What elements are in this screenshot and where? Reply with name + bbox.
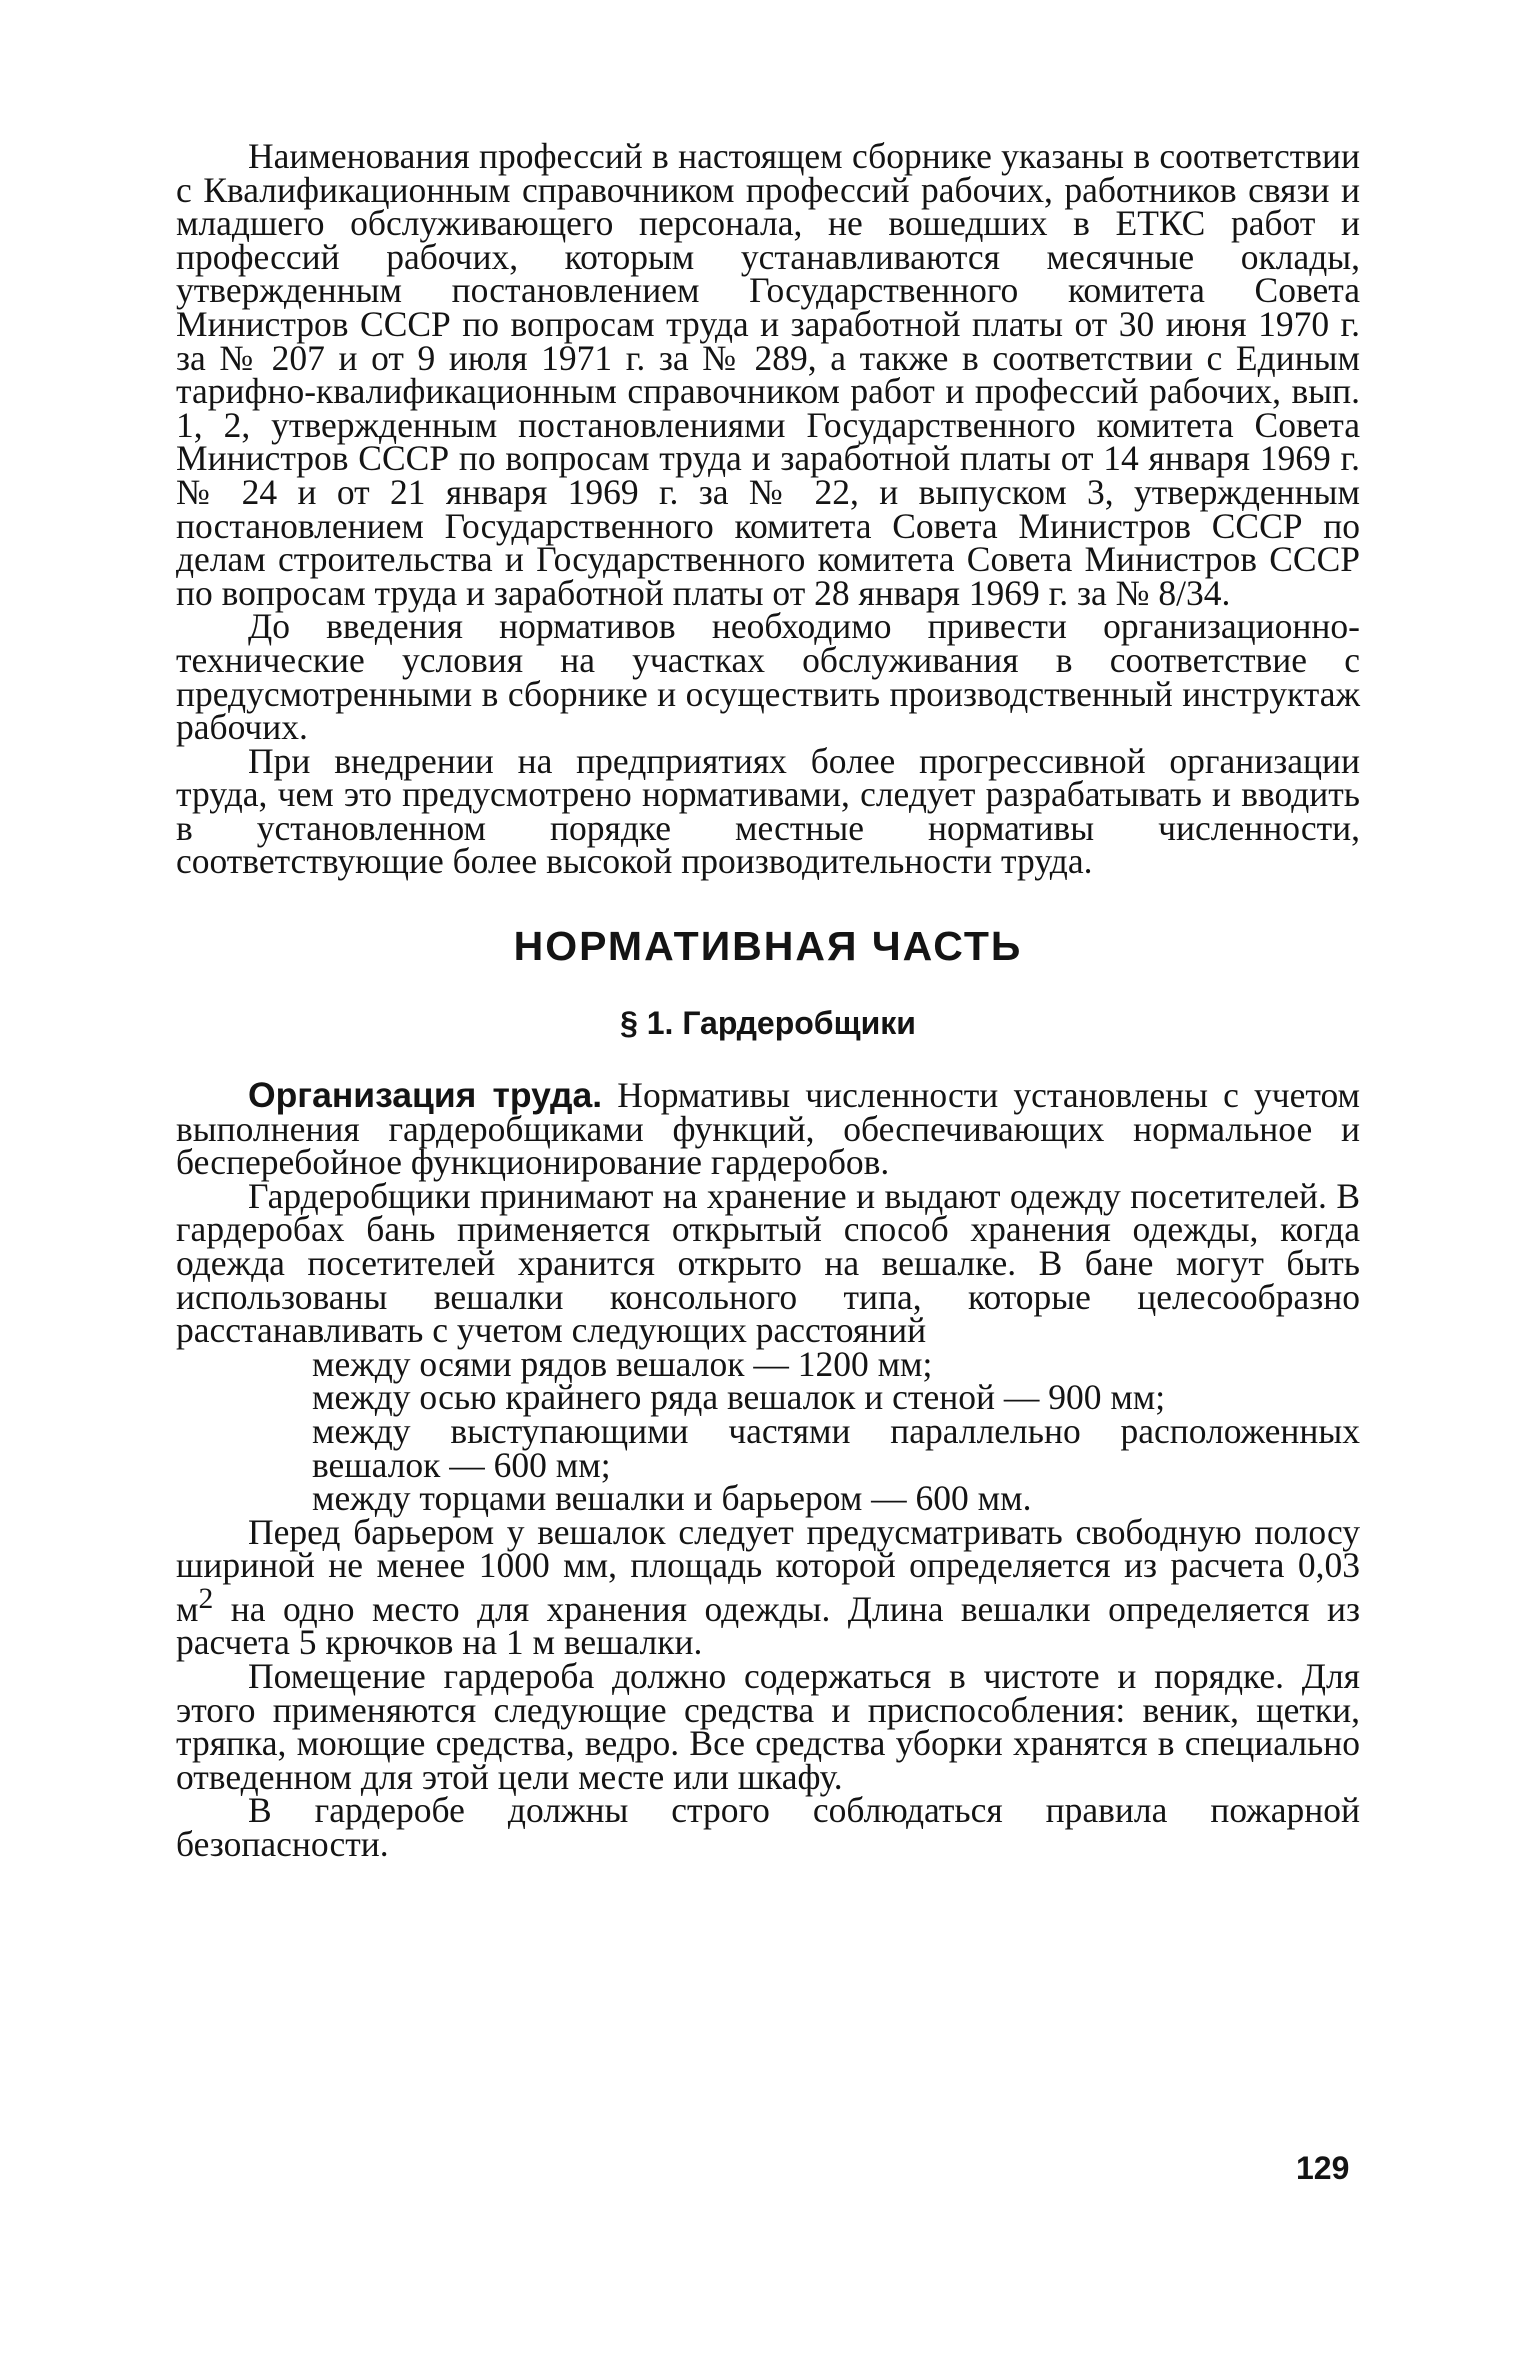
section-title: НОРМАТИВНАЯ ЧАСТЬ [513, 923, 1023, 970]
hangers-paragraph: Гардеробщики принимают на хранение и выдают одежду посетителей. В гардеробах бань применяется открытый способ хранения одежды, когда одежда посетителей хранится открыто на вешалке. В бане могут быть использованы вешалки консольного типа, которые целесообразно расстанавливать с учетом следующих расстояний [176, 1175, 1360, 1351]
subsection-title: § 1. Гардеробщики [620, 1005, 916, 1042]
page-content [176, 136, 1361, 1864]
labor-organization-paragraph [176, 1075, 1361, 1183]
cleaning-paragraph: Помещение гардероба должно содержаться в чистоте и порядке. Для этого применяются следующие средства и приспособления: веник, щетки, тряпка, моющие средства, ведро. Все средства уборки хранятся в специально отведенном для этой цели месте или шкафу. [176, 1655, 1360, 1797]
barrier-text-end: на одно место для хранения одежды. Длина вешалки определяется из расчета 5 крючков на 1 м вешалки. [176, 1588, 1360, 1663]
page-number: 129 [1296, 2150, 1350, 2186]
intro-paragraph-1: Наименования профессий в настоящем сборнике указаны в соответствии с Квалификационным справочником профессий рабочих, работников связи и младшего обслуживающего персонала, не вошедших в ЕТКС работ и профессий рабочих, которым устанавливаются месячные оклады, утвержденным постановлением Государственного комитета Совета Министров СССР по вопросам труда и заработной платы от 30 июня 1970 г. за № 207 и от 9 июля 1971 г. за № 289, а также в соответствии с Единым тарифно-квалификационным справочником работ и профессий рабочих, вып. 1, 2, утвержденным постановлениями Государственного комитета Совета Министров СССР по вопросам труда и заработной платы от 14 января 1969 г. № 24 и от 21 января 1969 г. за № 22, и выпуском 3, утвержденным постановлением Государственного комитета Совета Министров СССР по делам строительства и Государственного комитета Совета Министров СССР по вопросам труда и заработной платы от 28 января 1969 г. за № 8/34. [176, 136, 1360, 613]
fire-safety-paragraph: В гардеробе должны строго соблюдаться правила пожарной безопасности. [176, 1790, 1360, 1864]
distance-item: между выступающими частями параллельно расположенных вешалок — 600 мм; [312, 1411, 1360, 1485]
barrier-text-start: Перед барьером у вешалок следует предусматривать свободную полосу шириной не менее 1000 мм, площадь которой определяется из расчета 0,03 м [176, 1511, 1360, 1629]
distance-list [176, 1343, 1360, 1519]
barrier-paragraph [176, 1511, 1360, 1663]
distance-item: между осью крайнего ряда вешалок и стеной — 900 мм; [312, 1377, 1166, 1418]
labor-organization-lead: Организация труда. [248, 1075, 603, 1116]
intro-paragraph-3: При внедрении на предприятиях более прогрессивной организации труда, чем это предусмотрено нормативами, следует разрабатывать и вводить в установленном порядке местные нормативы численности, соответствующие более высокой производительности труда. [176, 740, 1360, 882]
distance-item: между осями рядов вешалок — 1200 мм; [312, 1343, 933, 1384]
distance-item: между торцами вешалки и барьером — 600 мм. [312, 1478, 1032, 1519]
labor-organization-text: Нормативы численности установлены с учетом выполнения гардеробщиками функций, обеспечивающих нормальное и бесперебойное функционирование гардеробов. [176, 1075, 1361, 1183]
intro-paragraph-2: До введения нормативов необходимо привести организационно-технические условия на участках обслуживания в соответствие с предусмотренными в сборнике и осуществить производственный инструктаж рабочих. [176, 606, 1360, 748]
area-unit-superscript: 2 [198, 1582, 214, 1615]
